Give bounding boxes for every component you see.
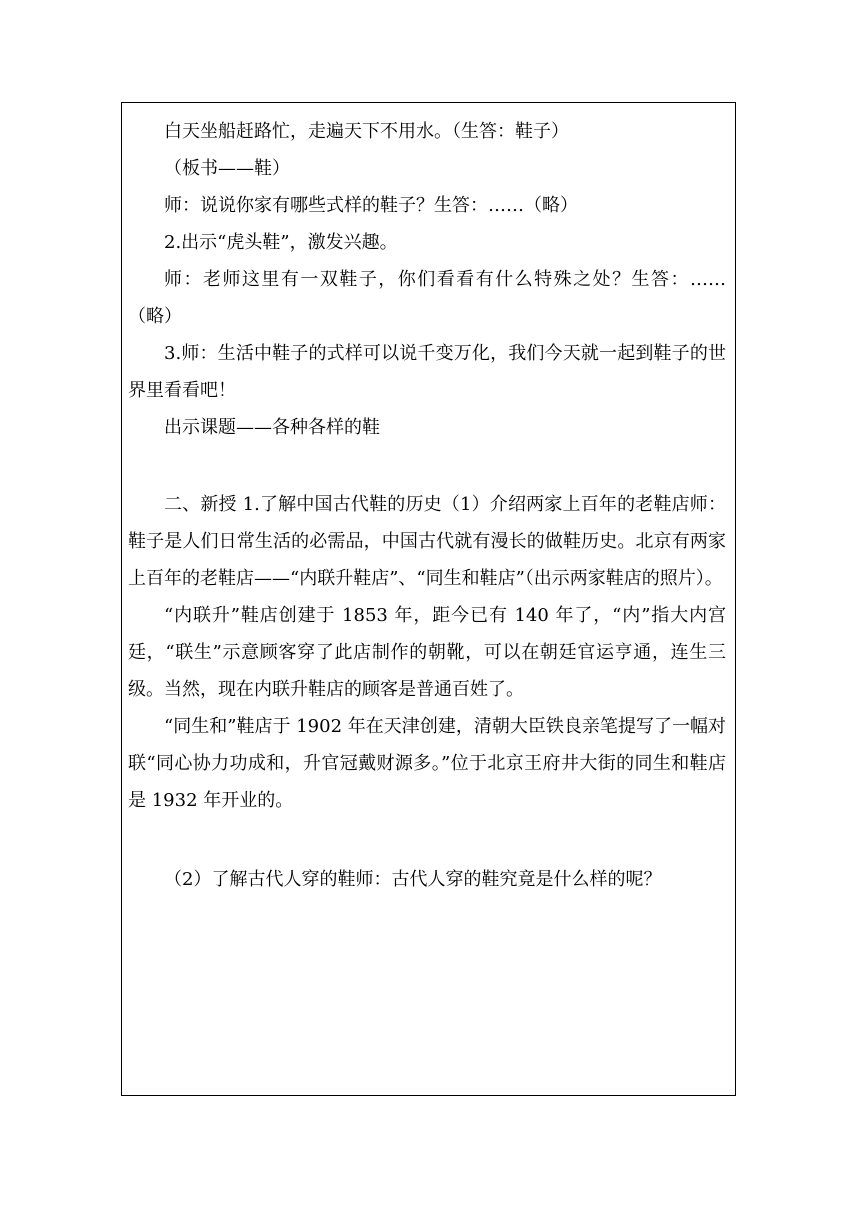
step-2-title: 2.出示“虎头鞋”，激发兴趣。: [164, 232, 398, 253]
teacher-question-1: 师：说说你家有哪些式样的鞋子？生答：……（略）: [164, 195, 578, 216]
tongshenghe-paragraph: “同生和”鞋店于 1902 年在天津创建，清朝大臣铁良亲笔提写了一幅对联“同心协力功成和，升官冠戴财源多。”位于北京王府井大街的同生和鞋店是 1932 年开业的。: [128, 716, 726, 811]
ancient-shoes-line: （2）了解古代人穿的鞋师：古代人穿的鞋究竟是什么样的呢？: [164, 869, 662, 890]
lesson-table-cell: [121, 102, 736, 1096]
teacher-question-2: 师：老师这里有一双鞋子，你们看看有什么特殊之处？生答：……（略）: [128, 269, 726, 327]
new-lesson-section: 二、新授 1.了解中国古代鞋的历史（1）介绍两家上百年的老鞋店师：鞋子是人们日常生活的必需品，中国古代就有漫长的做鞋历史。北京有两家上百年的老鞋店——“内联升鞋店”、“同生和鞋店”（出示两家鞋店的照片）。: [128, 494, 726, 589]
neiliansheng-paragraph: “内联升”鞋店创建于 1853 年，距今已有 140 年了，“内”指大内宫廷，“联生”示意顾客穿了此店制作的朝靴，可以在朝廷官运亨通，连生三级。当然，现在内联升鞋店的顾客是普通百姓了。: [128, 605, 726, 700]
lesson-content: [128, 103, 726, 898]
blackboard-note: （板书——鞋）: [164, 158, 290, 179]
lesson-title-line: 出示课题——各种各样的鞋: [164, 417, 380, 438]
riddle-line: 白天坐船赶路忙，走遍天下不用水。（生答：鞋子）: [164, 121, 569, 142]
step-3-text: 3.师：生活中鞋子的式样可以说千变万化，我们今天就一起到鞋子的世界里看看吧！: [128, 343, 726, 401]
